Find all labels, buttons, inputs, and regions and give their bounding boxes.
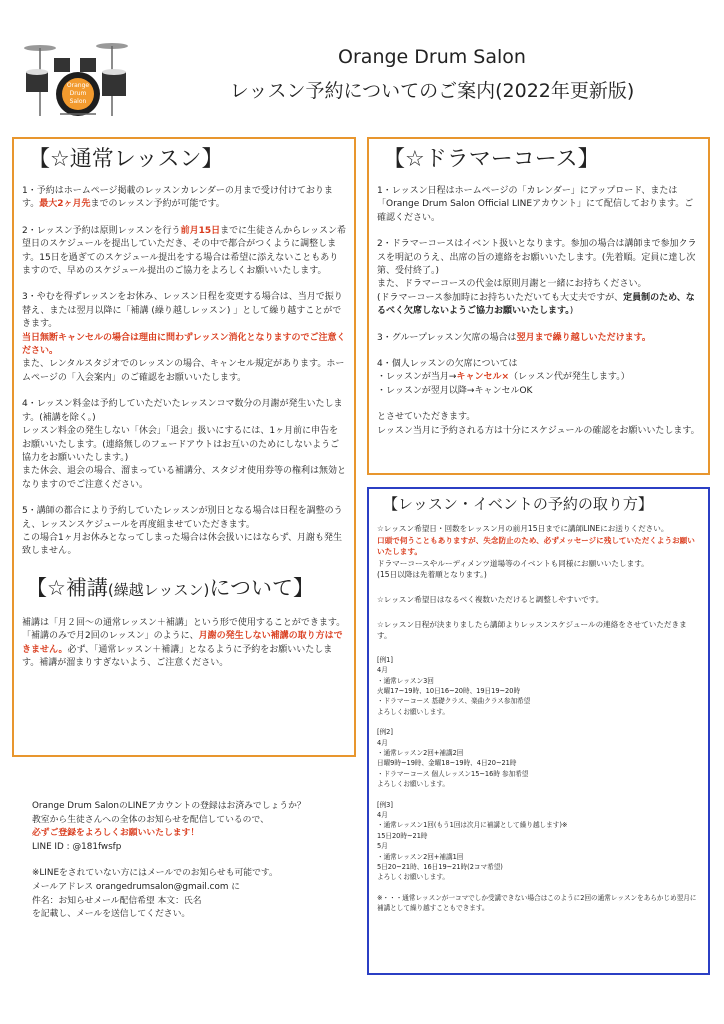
ex3-line: ・通常レッスン1回(もう1回は次月に補講として繰り越します)※ bbox=[377, 821, 568, 830]
ex1-line: 火曜17~19時、10日16~20時、19日19~20時 bbox=[377, 686, 521, 695]
ex1-line: ・ドラマーコース 基礎クラス、楽曲クラス参加希望 bbox=[377, 697, 531, 706]
logo-text-1: Orange bbox=[66, 82, 90, 89]
drummer-item-2b: また、ドラマーコースの代金は原則月謝と一緒にお持ちください。 bbox=[377, 279, 647, 290]
drummer-item-2c bbox=[377, 292, 700, 319]
regular-1b: 最大2ヶ月先 bbox=[39, 199, 91, 210]
ex2-line: ・ドラマーコース 個人レッスン15~16時 参加希望 bbox=[377, 769, 529, 778]
line-note-email: メールアドレス orangedrumsalon@gmail.com に bbox=[32, 881, 241, 892]
makeup-text bbox=[22, 617, 346, 671]
drummer-item-5b: レッスン当月に予約される方は十分にスケジュールの確認をお願いいたします。 bbox=[377, 425, 700, 436]
ex3-line: 4月 bbox=[377, 811, 388, 820]
makeup-heading-small: (繰越レッスン) bbox=[107, 580, 210, 599]
line-note-1: Orange Drum SalonのLINEアカウントの登録はお済みでしょうか？ bbox=[32, 801, 306, 811]
drummer-item-5a: とさせていただきます。 bbox=[377, 412, 476, 423]
ex1-line: よろしくお願いします。 bbox=[377, 707, 450, 716]
ex1-line: [例1] bbox=[377, 655, 393, 664]
title-line-2: レッスン予約についてのご案内(2022年更新版) bbox=[229, 80, 635, 102]
ex1-line: 4月 bbox=[377, 666, 388, 675]
logo-text-3: Salon bbox=[69, 98, 87, 105]
regular-1a: 1・予約はホームページ掲載のレッスンカレンダーの月まで受け付けております。 bbox=[22, 186, 333, 210]
example-3 bbox=[377, 800, 700, 883]
ex2-line: [例2] bbox=[377, 728, 393, 737]
drummer-4c: キャンセル× bbox=[456, 372, 509, 383]
reservation-howto-box bbox=[367, 487, 710, 975]
line-note-8: を記載し、メールを送信してください。 bbox=[32, 909, 191, 920]
drummer-2e: ) bbox=[569, 306, 574, 317]
reservation-howto-heading: 【レッスン・イベントの予約の取り方】 bbox=[383, 495, 653, 513]
ex1-line: ・通常レッスン3回 bbox=[377, 676, 434, 685]
makeup-1c: 必ず、「通常レッスン＋補講」となるように予約をお願いいたします。補講が溜まりすぎないよう、ご注意ください。 bbox=[22, 644, 333, 668]
drummer-3b: 翌月まで繰り越しいただけます。 bbox=[516, 332, 651, 343]
regular-lesson-heading: 【☆通常レッスン】 bbox=[28, 147, 224, 172]
howto-item-3: ☆レッスン日程が決まりましたら講師よりレッスンスケジュールの連絡をさせていただきます。 bbox=[377, 619, 687, 641]
line-note-7: 件名：お知らせメール配信希望 本文：氏名 bbox=[32, 895, 202, 906]
regular-2a: 2・レッスン予約は原則レッスンを行う bbox=[22, 225, 181, 236]
regular-2b: 前月15日 bbox=[180, 225, 221, 236]
regular-2c: までに生徒さんからレッスン希望日のスケジュールを提出していただき、その中で都合がつくように調整します。15日を過ぎてのスケジュール提出をする場合は希望に添えないこともありますので、早めのスケジュール提出のご協力をよろしくお願いいたします。 bbox=[22, 225, 347, 277]
regular-item-5a: 5・講師の都合により予約していたレッスンが別日となる場合は日程を調整のうえ、レッスンスケジュールを再度組ませていただきます。 bbox=[22, 506, 343, 530]
page-title bbox=[140, 44, 724, 106]
example-2 bbox=[377, 727, 700, 789]
regular-item-3c: また、レンタルスタジオでのレッスンの場合、キャンセル規定があります。ホームページの「入会案内」のご確認をお願いいたします。 bbox=[22, 359, 345, 383]
drummer-2c: (ドラマーコース参加時にお持ちいただいても大丈夫ですが、 bbox=[377, 292, 624, 303]
line-note-5: ※LINEをされていない方にはメールでのお知らせも可能です。 bbox=[32, 868, 278, 879]
drummer-3a: 3・グループレッスン欠席の場合は bbox=[377, 332, 517, 343]
makeup-heading-end: について】 bbox=[209, 575, 314, 600]
ex2-line: 日曜9時~19時、金曜18~19時、4日20~21時 bbox=[377, 759, 517, 768]
title-line-1: Orange Drum Salon bbox=[338, 46, 526, 68]
regular-item-4b: レッスン料金の発生しない「休会」「退会」扱いにするには、1ヶ月前に申告をお願いいたします。(連絡無しのフェードアウトはお互いのためにしないようご協力をお願いいたします。) bbox=[22, 426, 340, 463]
regular-item-5b: この場合1ヶ月お休みとなってしまった場合は休会扱いにはならず、月謝も発生致しません。 bbox=[22, 532, 343, 557]
drum-kit-logo bbox=[20, 36, 132, 120]
ex3-line: [例3] bbox=[377, 800, 393, 809]
howto-item-1a: ☆レッスン希望日・回数をレッスン月の前月15日までに講師LINEにお送りください。 bbox=[377, 524, 669, 533]
regular-item-4c: また休会、退会の場合、溜まっている補講分、スタジオ使用券等の権利は無効となりますのでご注意ください。 bbox=[22, 466, 347, 490]
howto-item-2: ☆レッスン希望日はなるべく複数いただけると調整しやすいです。 bbox=[377, 594, 604, 604]
drummer-2d: 定員制のため、なるべく欠席しないようご協力お願いいたします。 bbox=[377, 292, 695, 317]
howto-footnote: ※・・・通常レッスンが一コマでしか受講できない場合はこのように2回の通常レッスンをあらかじめ翌月に補講として繰り越すこともできます。 bbox=[377, 893, 697, 913]
ex3-line: 15日20時~21時 bbox=[377, 831, 428, 840]
drummer-4b: ・レッスンが当月→ bbox=[377, 372, 457, 383]
drummer-4d: （レッスン代が発生します。） bbox=[509, 372, 630, 383]
regular-item-2 bbox=[22, 225, 346, 279]
ex2-line: 4月 bbox=[377, 738, 388, 747]
regular-item-3b: 当日無断キャンセルの場合は理由に問わずレッスン消化となりますのでご注意ください。 bbox=[22, 332, 346, 357]
line-registration-note bbox=[32, 800, 352, 922]
ex3-line: ・通常レッスン2回+補講1回 bbox=[377, 852, 464, 861]
howto-item-1b: 口頭で伺うこともありますが、失念防止のため、必ずメッセージに残していただくようお願いいたします。 bbox=[377, 535, 695, 557]
ex3-line: 5月 bbox=[377, 842, 388, 851]
drummer-item-2a: 2・ドラマーコースはイベント扱いとなります。参加の場合は講師まで参加クラスを明記のうえ、出席の旨の連絡をお願いいたします。(先着順。定員に達し次第、受付終了。) bbox=[377, 239, 697, 277]
regular-1c: までのレッスン予約が可能です。 bbox=[90, 199, 225, 210]
howto-item-1d: (15日以降は先着順となります。) bbox=[377, 570, 487, 580]
howto-item-1c: ドラマーコースやルーディメンツ道場等のイベントも同様にお願いいたします。 bbox=[377, 558, 649, 568]
regular-item-4a: 4・レッスン料金は予約していただいたレッスンコマ数分の月謝が発生いたします。(補講を除く。) bbox=[22, 399, 343, 423]
regular-item-3a: 3・やむを得ずレッスンをお休み、レッスン日程を変更する場合は、当月で振り替え、または翌月以降に「補講 (繰り越しレッスン) 」として繰り越すことができます。 bbox=[22, 292, 343, 330]
drummer-item-4e: ・レッスンが翌月以降→キャンセルOK bbox=[377, 385, 533, 396]
line-note-2: 教室から生徒さんへの全体のお知らせを配信しているので、 bbox=[32, 814, 269, 825]
makeup-1a: 補講は「月２回〜の通常レッスン＋補講」という形で使用することができます。「補講のみで月2回のレッスン」のように、 bbox=[22, 617, 346, 642]
regular-lesson-box bbox=[12, 137, 356, 757]
ex3-line: よろしくお願いします。 bbox=[377, 873, 450, 882]
example-1 bbox=[377, 655, 700, 717]
drummer-item-3 bbox=[377, 332, 700, 345]
ex2-line: よろしくお願いします。 bbox=[377, 780, 450, 789]
logo-text-2: Drum bbox=[69, 90, 87, 97]
makeup-lesson-heading bbox=[26, 573, 346, 605]
drummer-item-4b bbox=[377, 371, 700, 384]
drum-kit-icon bbox=[20, 36, 132, 120]
ex2-line: ・通常レッスン2回+補講2回 bbox=[377, 749, 464, 757]
drummer-item-1: 1・レッスン日程はホームページの「カレンダー」にアップロード、または「Orange Drum Salon Official LINEアカウント」にて配信しております。ご確認ください。 bbox=[377, 186, 694, 223]
ex3-line: 5日20~21時、16日19~21時(2コマ希望) bbox=[377, 863, 503, 872]
line-note-3: 必ずご登録をよろしくお願いいたします！ bbox=[32, 828, 200, 839]
makeup-heading-main: 【☆補講 bbox=[26, 575, 108, 600]
regular-item-1 bbox=[22, 185, 346, 212]
makeup-1b: 月謝の発生しない補講の取り方はできません。 bbox=[22, 631, 343, 655]
line-id: LINE ID : @181fwsfp bbox=[32, 841, 122, 852]
drummer-course-heading: 【☆ドラマーコース】 bbox=[383, 147, 600, 172]
drummer-course-box bbox=[367, 137, 710, 475]
drummer-item-4a: 4・個人レッスンの欠席については bbox=[377, 359, 518, 370]
